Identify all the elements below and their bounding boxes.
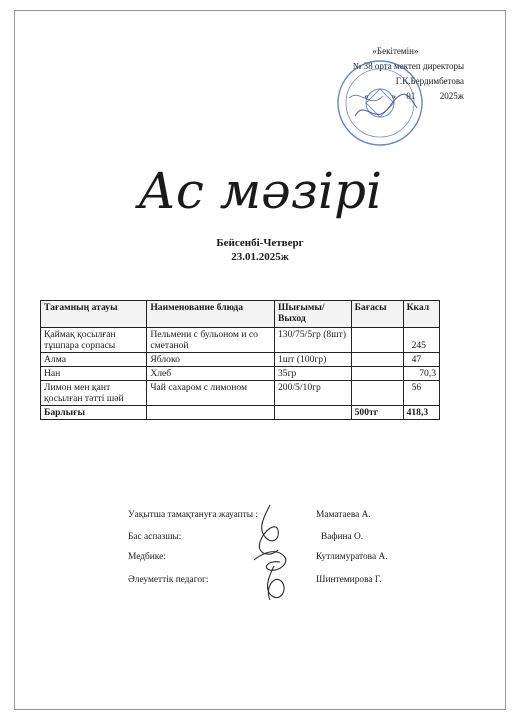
table-row (41, 353, 440, 367)
table-row (41, 328, 440, 353)
official-stamp (335, 58, 425, 148)
header-cell: Бағасы (351, 301, 403, 328)
table-cell: 245 (403, 328, 439, 353)
table-cell (351, 328, 403, 353)
header-cell: Тағамның атауы (41, 301, 147, 328)
approval-date-open: « (364, 91, 369, 101)
total-price: 500тг (351, 406, 403, 420)
signature-name: Шинтемирова Г. (316, 575, 382, 585)
signature-role: Әлеуметтік педагог: (128, 575, 209, 585)
signature-name: Вафина О. (321, 532, 364, 542)
signature-name: Кутлимуратова А. (316, 552, 388, 562)
table-cell: Алма (41, 353, 147, 367)
table-total-row (41, 406, 440, 420)
approval-director-name: Г.К.Бердимбетова (395, 76, 464, 86)
table-cell (275, 406, 352, 420)
total-label: Барлығы (41, 406, 147, 420)
table-cell: 70,3 (403, 367, 439, 381)
approval-heading: «Бекітемін» (372, 46, 419, 56)
approval-date-day: » (391, 91, 396, 101)
table-cell: Қаймақ қосылған тұшпара сорпасы (41, 328, 147, 353)
table-cell: 56 (403, 381, 439, 406)
table-cell: 47 (403, 353, 439, 367)
header-cell: Шығымы/ Выход (275, 301, 352, 328)
table-cell: 130/75/5гр (8шт) (275, 328, 352, 353)
header-cell: Ккал (403, 301, 439, 328)
approval-date-year: 2025ж (439, 91, 464, 101)
table-row (41, 381, 440, 406)
total-kcal: 418,3 (403, 406, 439, 420)
header-cell: Наименование блюда (147, 301, 275, 328)
table-cell (351, 353, 403, 367)
signature-role: Бас аспазшы: (128, 532, 182, 542)
page-title: Ас мәзірі (137, 162, 383, 220)
approval-director: № 38 орта мектеп директоры (352, 61, 464, 71)
table-cell: Хлеб (147, 367, 275, 381)
menu-table (40, 300, 440, 420)
table-cell (147, 406, 275, 420)
handwritten-signature (240, 500, 310, 610)
table-header-row (41, 301, 440, 328)
table-cell: Яблоко (147, 353, 275, 367)
table-cell: Чай сахаром с лимоном (147, 381, 275, 406)
subtitle (0, 236, 520, 264)
table-cell (351, 381, 403, 406)
table-cell: 200/5/10гр (275, 381, 352, 406)
table-cell: 1шт (100гр) (275, 353, 352, 367)
approval-date-month: 01 (406, 91, 416, 101)
table-cell: 35гр (275, 367, 352, 381)
table-cell: Нан (41, 367, 147, 381)
signature-role: Медбике: (128, 552, 166, 562)
subtitle-day: Бейсенбі-Четверг (216, 237, 304, 249)
table-cell: Пельмени с бульоном и со сметаной (147, 328, 275, 353)
subtitle-date: 23.01.2025ж (231, 251, 289, 263)
table-cell: Лимон мен қант қосылған тәтті шәй (41, 381, 147, 406)
signature-name: Маматаева А. (316, 510, 371, 520)
table-row (41, 367, 440, 381)
signature-role: Уақытша тамақтануға жауапты : (128, 510, 258, 520)
table-cell (351, 367, 403, 381)
